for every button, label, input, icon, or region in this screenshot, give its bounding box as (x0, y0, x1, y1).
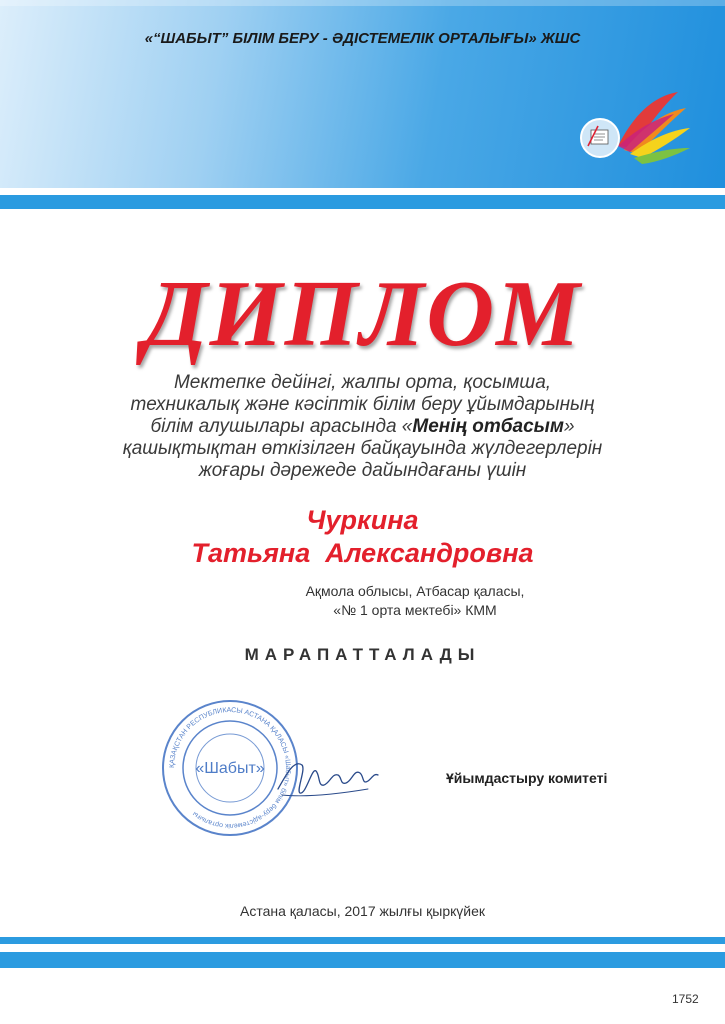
body-line-3: білім алушылары арасында «Менің отбасым» (150, 416, 575, 437)
school-line-2: «№ 1 орта мектебі» КММ (333, 602, 497, 618)
body-line-1: Мектепке дейінгі, жалпы орта, қосымша, (173, 372, 552, 393)
school-info (260, 582, 570, 620)
footer-band-top (0, 937, 725, 944)
diploma-body-text (100, 372, 625, 482)
footer-band-bottom (0, 952, 725, 968)
header-banner (0, 0, 725, 188)
organizing-committee: Ұйымдастыру комитеті (446, 770, 608, 786)
diploma-title: ДИПЛОМ (143, 262, 582, 366)
body-line-5: жоғары дәрежеде дайындағаны үшін (198, 460, 527, 481)
recipient-surname: Чуркина (306, 505, 419, 535)
header-gap (0, 188, 725, 195)
award-text: МАРАПАТТАЛАДЫ (244, 645, 481, 664)
school-line-1: Ақмола облысы, Атбасар қаласы, (305, 583, 525, 599)
signature-scribble (272, 745, 382, 805)
serial-number: 1752 (672, 992, 699, 1006)
stamp-center-text: «Шабыт» (195, 760, 265, 777)
stamp-ring-text: ҚАЗАҚСТАН РЕСПУБЛИКАСЫ АСТАНА ҚАЛАСЫ «Шабыт» білім беру-әдістемелік орталығы (168, 706, 292, 830)
recipient-name: Татьяна Александровна (191, 538, 534, 568)
contest-name: Менің отбасым (412, 416, 564, 437)
body-line-4: қашықтықтан өткізілген байқауында жүлдегерлерін (122, 438, 603, 459)
body-line-2: техникалық және кәсіптік білім беру ұйымдарының (130, 394, 595, 415)
header-bottom-band (0, 195, 725, 209)
city-date: Астана қаласы, 2017 жылғы қыркүйек (239, 903, 485, 919)
header-highlight (0, 0, 725, 6)
shabyt-logo-icon (578, 86, 693, 176)
organization-title: «“ШАБЫТ” БІЛІМ БЕРУ - ӘДІСТЕМЕЛІК ОРТАЛЫҒЫ» ЖШС (144, 30, 581, 47)
